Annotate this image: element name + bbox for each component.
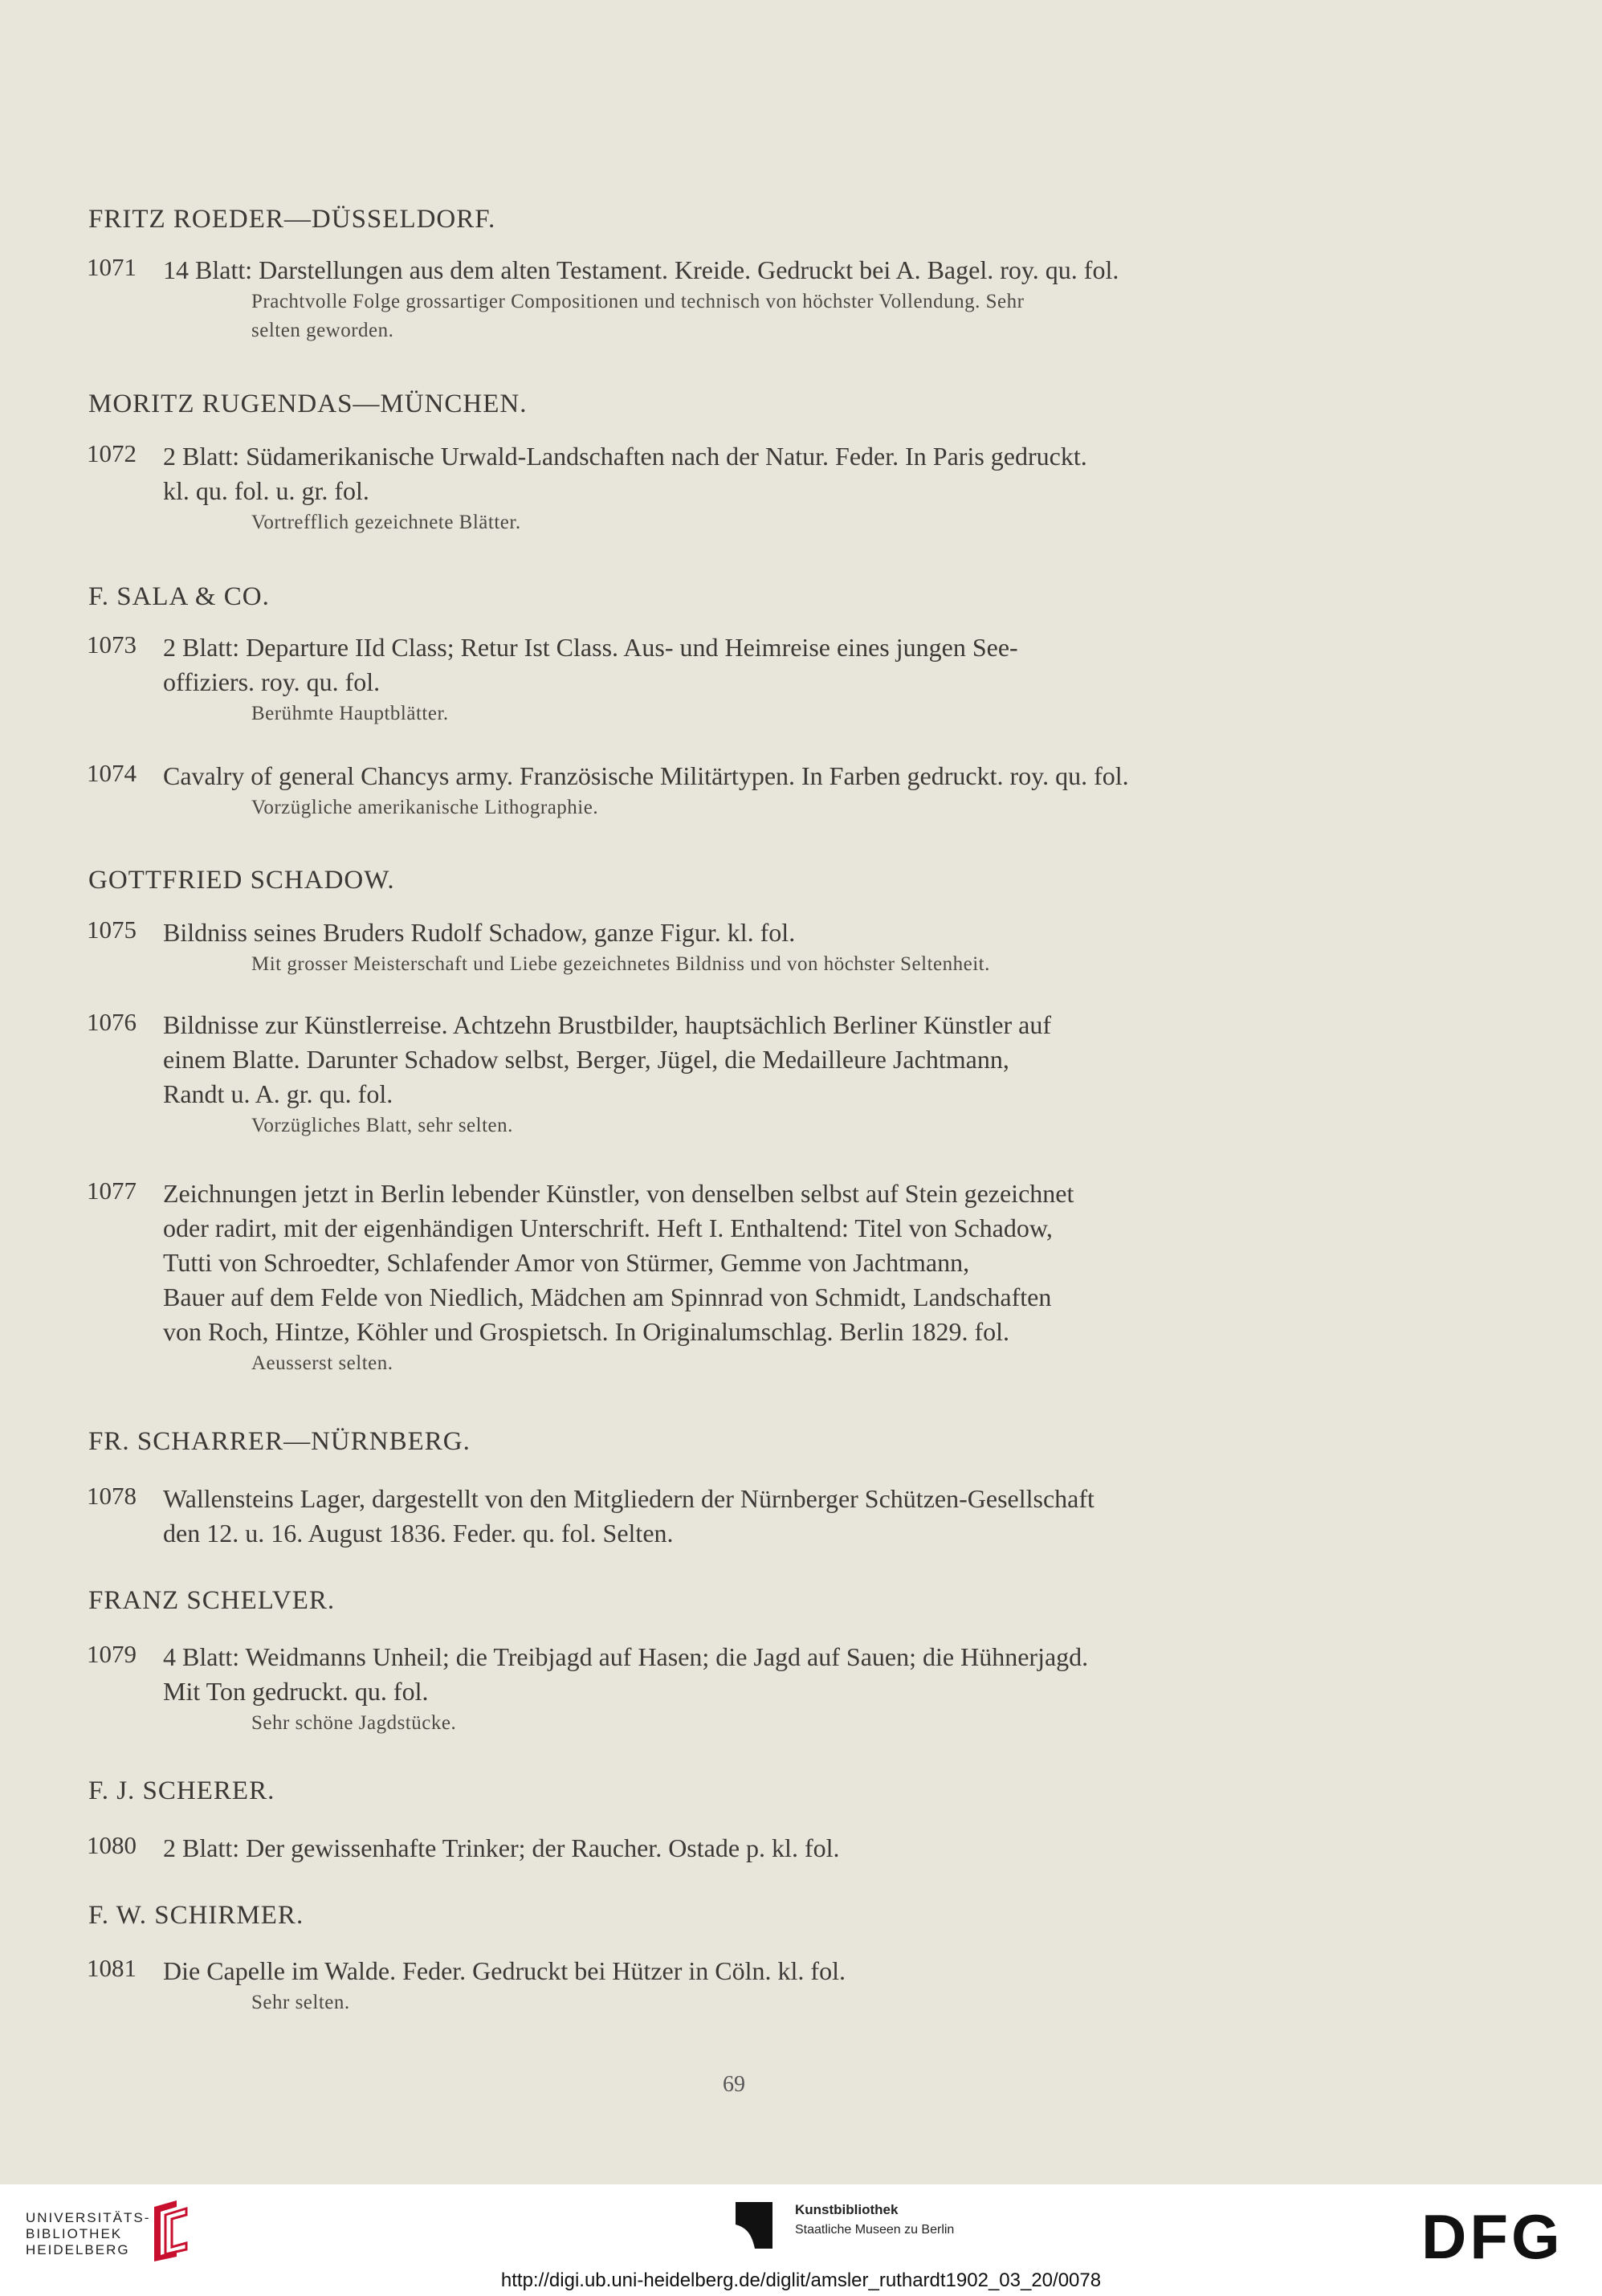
catalog-entry bbox=[87, 1831, 1376, 1866]
entry-text: Randt u. A. gr. qu. fol. bbox=[163, 1079, 393, 1108]
source-url-link[interactable]: http://digi.ub.uni-heidelberg.de/diglit/amsler_ruthardt1902_03_20/0078 bbox=[500, 2269, 1102, 2291]
entry-text: offiziers. roy. qu. fol. bbox=[163, 667, 381, 696]
entry-text: 2 Blatt: Departure IId Class; Retur Ist Class. Aus- und Heimreise eines jungen See- bbox=[163, 633, 1018, 662]
entry-text: oder radirt, mit der eigenhändigen Unterschrift. Heft I. Enthaltend: Titel von Schadow, bbox=[163, 1213, 1053, 1242]
catalog-entry bbox=[87, 1177, 1376, 1378]
entry-text: Wallensteins Lager, dargestellt von den Mitgliedern der Nürnberger Schützen-Gesellschaft bbox=[163, 1484, 1094, 1513]
entry-note: Berühmte Hauptblätter. bbox=[251, 703, 449, 724]
catalog-entry bbox=[87, 1008, 1376, 1140]
entry-note: Vorzügliches Blatt, sehr selten. bbox=[251, 1115, 513, 1136]
entry-text: Bildnisse zur Künstlerreise. Achtzehn Brustbilder, hauptsächlich Berliner Künstler auf bbox=[163, 1010, 1051, 1039]
artist-heading: GOTTFRIED SCHADOW. bbox=[88, 866, 395, 895]
entry-text: Zeichnungen jetzt in Berlin lebender Künstler, von denselben selbst auf Stein gezeichnet bbox=[163, 1179, 1074, 1208]
entry-text: den 12. u. 16. August 1836. Feder. qu. fol. Selten. bbox=[163, 1519, 674, 1548]
page-number: 69 bbox=[723, 2072, 745, 2097]
kb-subtitle: Staatliche Museen zu Berlin bbox=[795, 2223, 955, 2237]
catalog-entry bbox=[87, 1482, 1376, 1551]
entry-text: 14 Blatt: Darstellungen aus dem alten Testament. Kreide. Gedruckt bei A. Bagel. roy. qu. fol. bbox=[163, 255, 1119, 284]
catalog-entry bbox=[87, 916, 1376, 979]
artist-heading: FR. SCHARRER—NÜRNBERG. bbox=[88, 1427, 471, 1456]
entry-text: Bildniss seines Bruders Rudolf Schadow, ganze Figur. kl. fol. bbox=[163, 918, 796, 947]
entry-note: Mit grosser Meisterschaft und Liebe gezeichnetes Bildniss und von höchster Seltenheit. bbox=[251, 953, 990, 975]
entry-number: 1080 bbox=[87, 1831, 137, 1859]
catalog-entry bbox=[87, 1954, 1376, 2017]
kunstbibliothek-label bbox=[795, 2202, 954, 2237]
artist-heading: F. SALA & CO. bbox=[88, 582, 270, 611]
catalog-entry bbox=[87, 439, 1376, 537]
entry-note: Sehr schöne Jagdstücke. bbox=[251, 1712, 457, 1734]
entry-text: Tutti von Schroedter, Schlafender Amor von Stürmer, Gemme von Jachtmann, bbox=[163, 1248, 970, 1277]
entry-text: Die Capelle im Walde. Feder. Gedruckt bei Hützer in Cöln. kl. fol. bbox=[163, 1956, 846, 1985]
entry-number: 1076 bbox=[87, 1008, 137, 1036]
kunstbibliothek-logo-icon bbox=[731, 2200, 779, 2252]
heidelberg-library-logo-icon bbox=[145, 2199, 193, 2263]
entry-number: 1071 bbox=[87, 253, 137, 281]
catalog-entry bbox=[87, 253, 1376, 345]
entry-text: Bauer auf dem Felde von Niedlich, Mädchen am Spinnrad von Schmidt, Landschaften bbox=[163, 1283, 1052, 1311]
entry-note: Prachtvolle Folge grossartiger Compositionen und technisch von höchster Vollendung. Sehr bbox=[251, 291, 1025, 312]
entry-number: 1074 bbox=[87, 759, 137, 787]
artist-heading: F. J. SCHERER. bbox=[88, 1776, 275, 1805]
heidelberg-library-name: UNIVERSITÄTS- BIBLIOTHEK HEIDELBERG bbox=[26, 2210, 151, 2257]
entry-text: einem Blatte. Darunter Schadow selbst, Berger, Jügel, die Medailleure Jachtmann, bbox=[163, 1045, 1009, 1074]
entry-note: Vorzügliche amerikanische Lithographie. bbox=[251, 797, 599, 818]
entry-number: 1081 bbox=[87, 1954, 137, 1982]
entry-text: 2 Blatt: Südamerikanische Urwald-Landschaften nach der Natur. Feder. In Paris gedruckt. bbox=[163, 442, 1087, 471]
artist-heading: FRANZ SCHELVER. bbox=[88, 1586, 336, 1615]
kb-title: Kunstbibliothek bbox=[795, 2202, 899, 2217]
entry-number: 1077 bbox=[87, 1177, 137, 1205]
catalog-entry bbox=[87, 630, 1376, 728]
entry-note: selten geworden. bbox=[251, 320, 394, 341]
artist-heading: MORITZ RUGENDAS—MÜNCHEN. bbox=[88, 389, 528, 418]
entry-text: Cavalry of general Chancys army. Französische Militärtypen. In Farben gedruckt. roy. qu. fol. bbox=[163, 761, 1129, 790]
entry-text: 2 Blatt: Der gewissenhafte Trinker; der Raucher. Ostade p. kl. fol. bbox=[163, 1833, 840, 1862]
entry-text: kl. qu. fol. u. gr. fol. bbox=[163, 476, 369, 505]
entry-note: Sehr selten. bbox=[251, 1992, 350, 2013]
artist-heading: FRITZ ROEDER—DÜSSELDORF. bbox=[88, 205, 496, 234]
entry-text: 4 Blatt: Weidmanns Unheil; die Treibjagd auf Hasen; die Jagd auf Sauen; die Hühnerjagd. bbox=[163, 1642, 1089, 1671]
entry-number: 1072 bbox=[87, 439, 137, 467]
catalog-entry bbox=[87, 759, 1376, 822]
entry-number: 1073 bbox=[87, 630, 137, 659]
catalog-entry bbox=[87, 1640, 1376, 1738]
entry-text: Mit Ton gedruckt. qu. fol. bbox=[163, 1677, 429, 1706]
dfg-logo: DFG bbox=[1421, 2201, 1563, 2272]
entry-text: von Roch, Hintze, Köhler und Grospietsch. In Originalumschlag. Berlin 1829. fol. bbox=[163, 1317, 1010, 1346]
entry-number: 1075 bbox=[87, 916, 137, 944]
entry-number: 1078 bbox=[87, 1482, 137, 1510]
artist-heading: F. W. SCHIRMER. bbox=[88, 1901, 304, 1930]
entry-note: Vortrefflich gezeichnete Blätter. bbox=[251, 512, 521, 533]
entry-note: Aeusserst selten. bbox=[251, 1352, 393, 1374]
entry-number: 1079 bbox=[87, 1640, 137, 1668]
